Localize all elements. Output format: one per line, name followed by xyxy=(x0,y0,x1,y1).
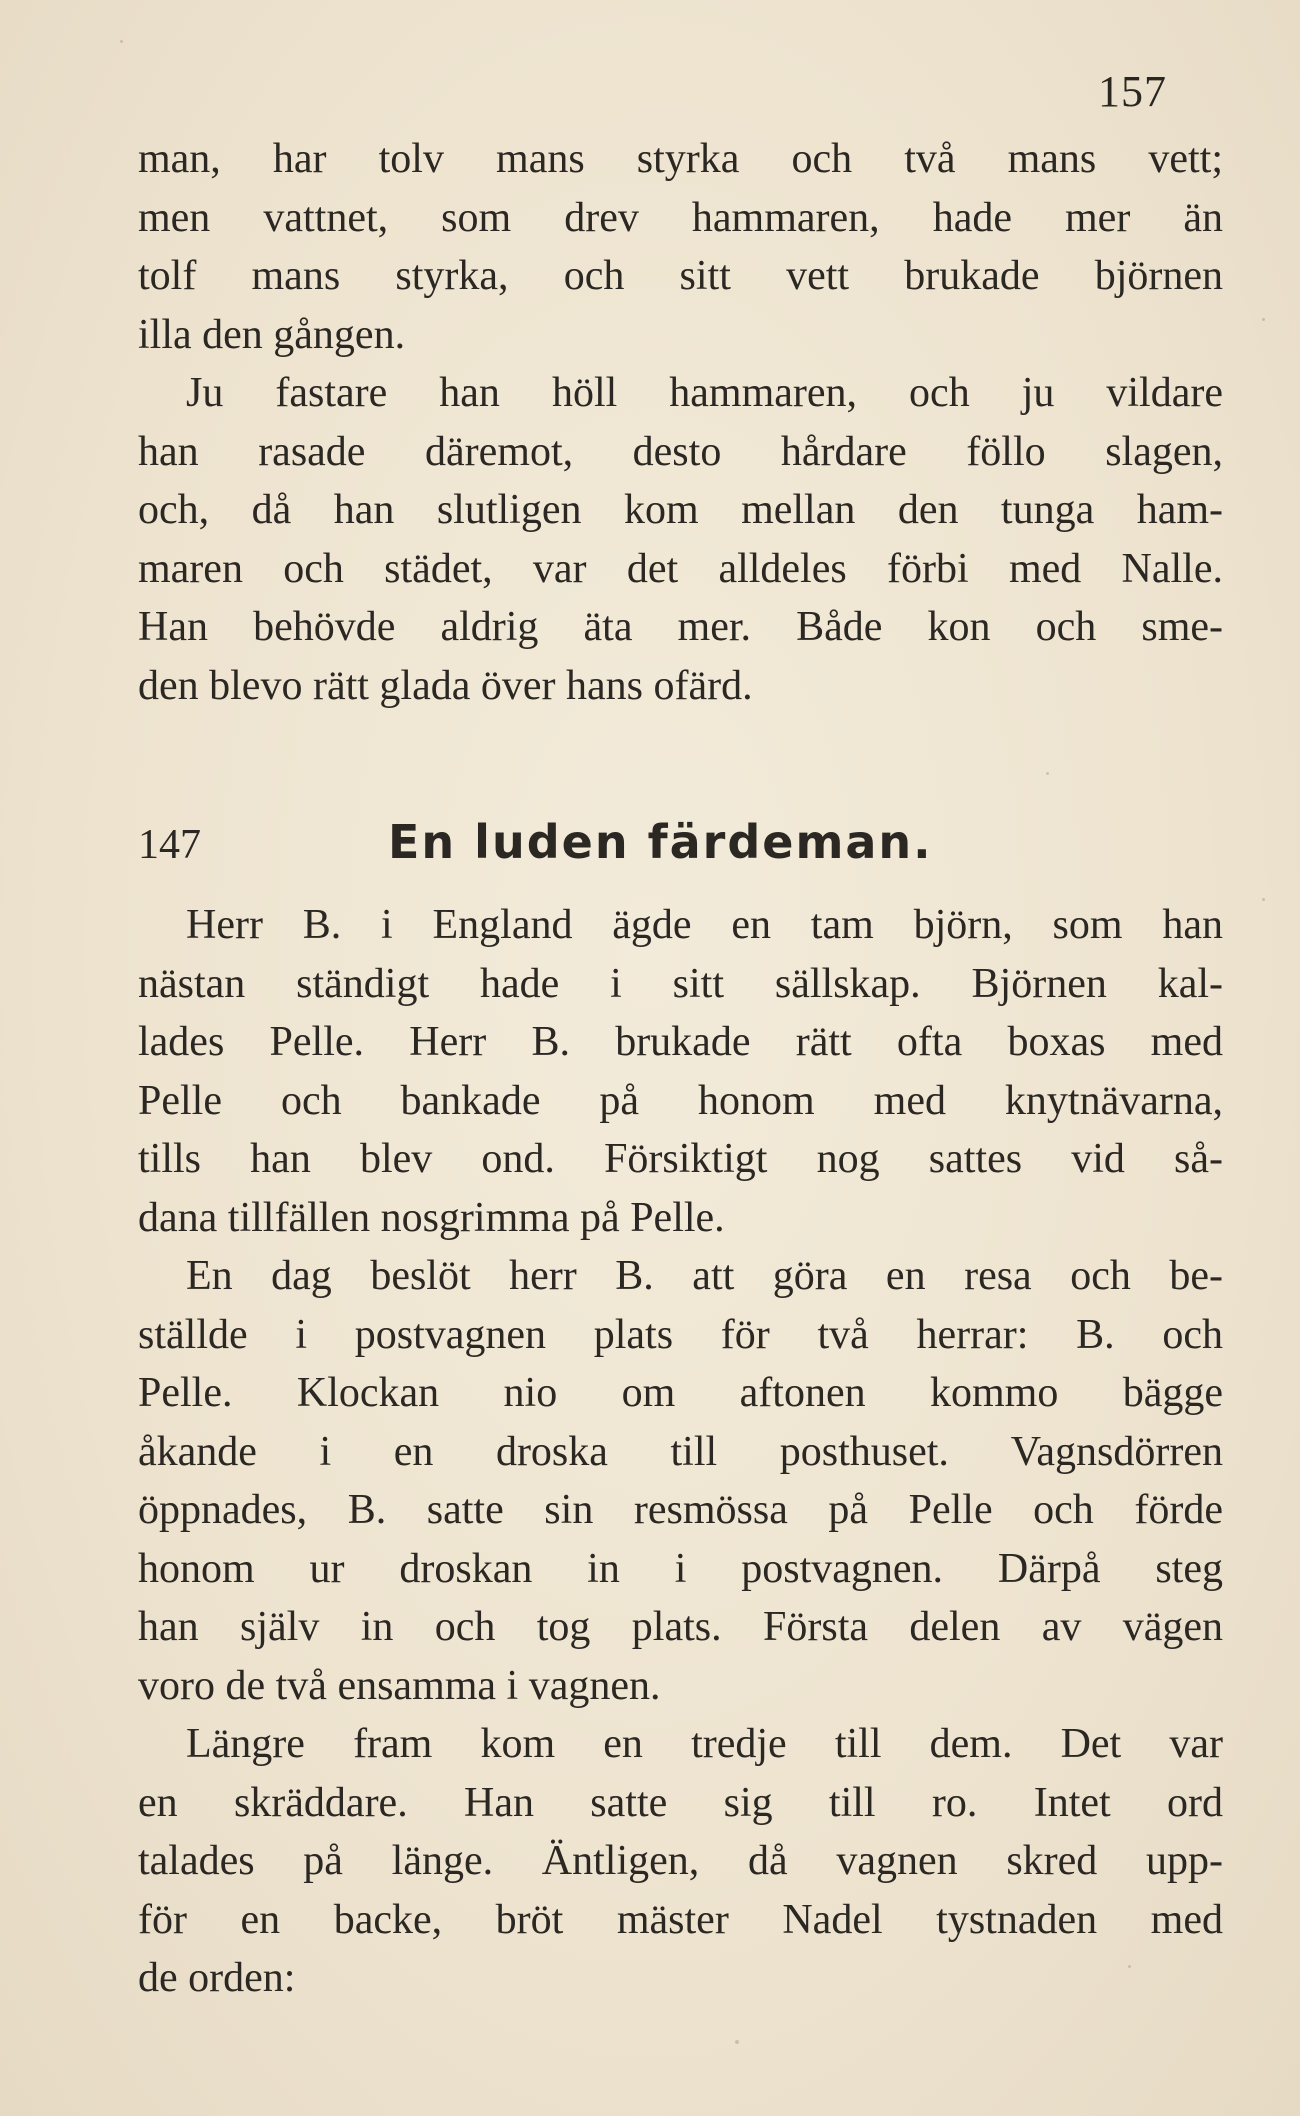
text-line: nästan ständigt hade i sitt sällskap. Björnen kal- xyxy=(138,960,1223,1007)
text-line: En dag beslöt herr B. att göra en resa och be- xyxy=(186,1253,1223,1299)
paper-speck xyxy=(1262,898,1265,901)
section-body-text xyxy=(138,896,1223,2008)
section-title: En luden färdeman. xyxy=(388,815,933,869)
text-line: man, har tolv mans styrka och två mans vett; xyxy=(138,136,1223,182)
text-line: åkande i en droska till posthuset. Vagnsdörren xyxy=(138,1428,1223,1475)
text-line: maren och städet, var det alldeles förbi med Nalle. xyxy=(138,545,1223,592)
text-line: lades Pelle. Herr B. brukade rätt ofta boxas med xyxy=(138,1019,1223,1065)
text-line: tills han blev ond. Försiktigt nog sattes vid så- xyxy=(138,1136,1223,1182)
text-line: voro de två ensamma i vagnen. xyxy=(138,1662,661,1709)
text-line: den blevo rätt glada över hans ofärd. xyxy=(138,662,753,709)
story-ending-text xyxy=(138,130,1223,715)
paper-speck xyxy=(1262,318,1265,321)
paper-speck xyxy=(1128,1965,1131,1968)
text-line: för en backe, bröt mäster Nadel tystnaden med xyxy=(138,1896,1223,1943)
text-line: dana tillfällen nosgrimma på Pelle. xyxy=(138,1194,725,1241)
text-line: han själv in och tog plats. Första delen av vägen xyxy=(138,1604,1223,1650)
text-line: Längre fram kom en tredje till dem. Det var xyxy=(186,1721,1223,1767)
text-line: illa den gången. xyxy=(138,311,406,358)
text-line: Han behövde aldrig äta mer. Både kon och sme- xyxy=(138,604,1223,650)
paper-speck xyxy=(735,2040,739,2044)
text-line: ställde i postvagnen plats för två herrar: B. och xyxy=(138,1311,1223,1358)
text-line: Pelle. Klockan nio om aftonen kommo bägge xyxy=(138,1370,1223,1416)
text-line: Herr B. i England ägde en tam björn, som han xyxy=(186,902,1223,948)
text-line: honom ur droskan in i postvagnen. Därpå steg xyxy=(138,1545,1223,1592)
section-heading xyxy=(138,815,1223,875)
text-line: de orden: xyxy=(138,1955,296,2001)
section-number: 147 xyxy=(138,822,201,868)
text-line: men vattnet, som drev hammaren, hade mer än xyxy=(138,194,1223,241)
page-number: 157 xyxy=(1098,67,1167,116)
text-line: Pelle och bankade på honom med knytnävarna, xyxy=(138,1077,1223,1124)
text-line: öppnades, B. satte sin resmössa på Pelle och förde xyxy=(138,1487,1223,1533)
paper-speck xyxy=(1046,772,1049,775)
text-line: talades på länge. Äntligen, då vagnen skred upp- xyxy=(138,1838,1223,1884)
text-line: han rasade däremot, desto hårdare föllo slagen, xyxy=(138,428,1223,475)
paper-speck xyxy=(120,40,123,43)
text-line: och, då han slutligen kom mellan den tunga ham- xyxy=(138,487,1223,533)
text-line: Ju fastare han höll hammaren, och ju vildare xyxy=(186,370,1223,416)
text-line: en skräddare. Han satte sig till ro. Intet ord xyxy=(138,1779,1223,1826)
text-line: tolf mans styrka, och sitt vett brukade björnen xyxy=(138,253,1223,299)
